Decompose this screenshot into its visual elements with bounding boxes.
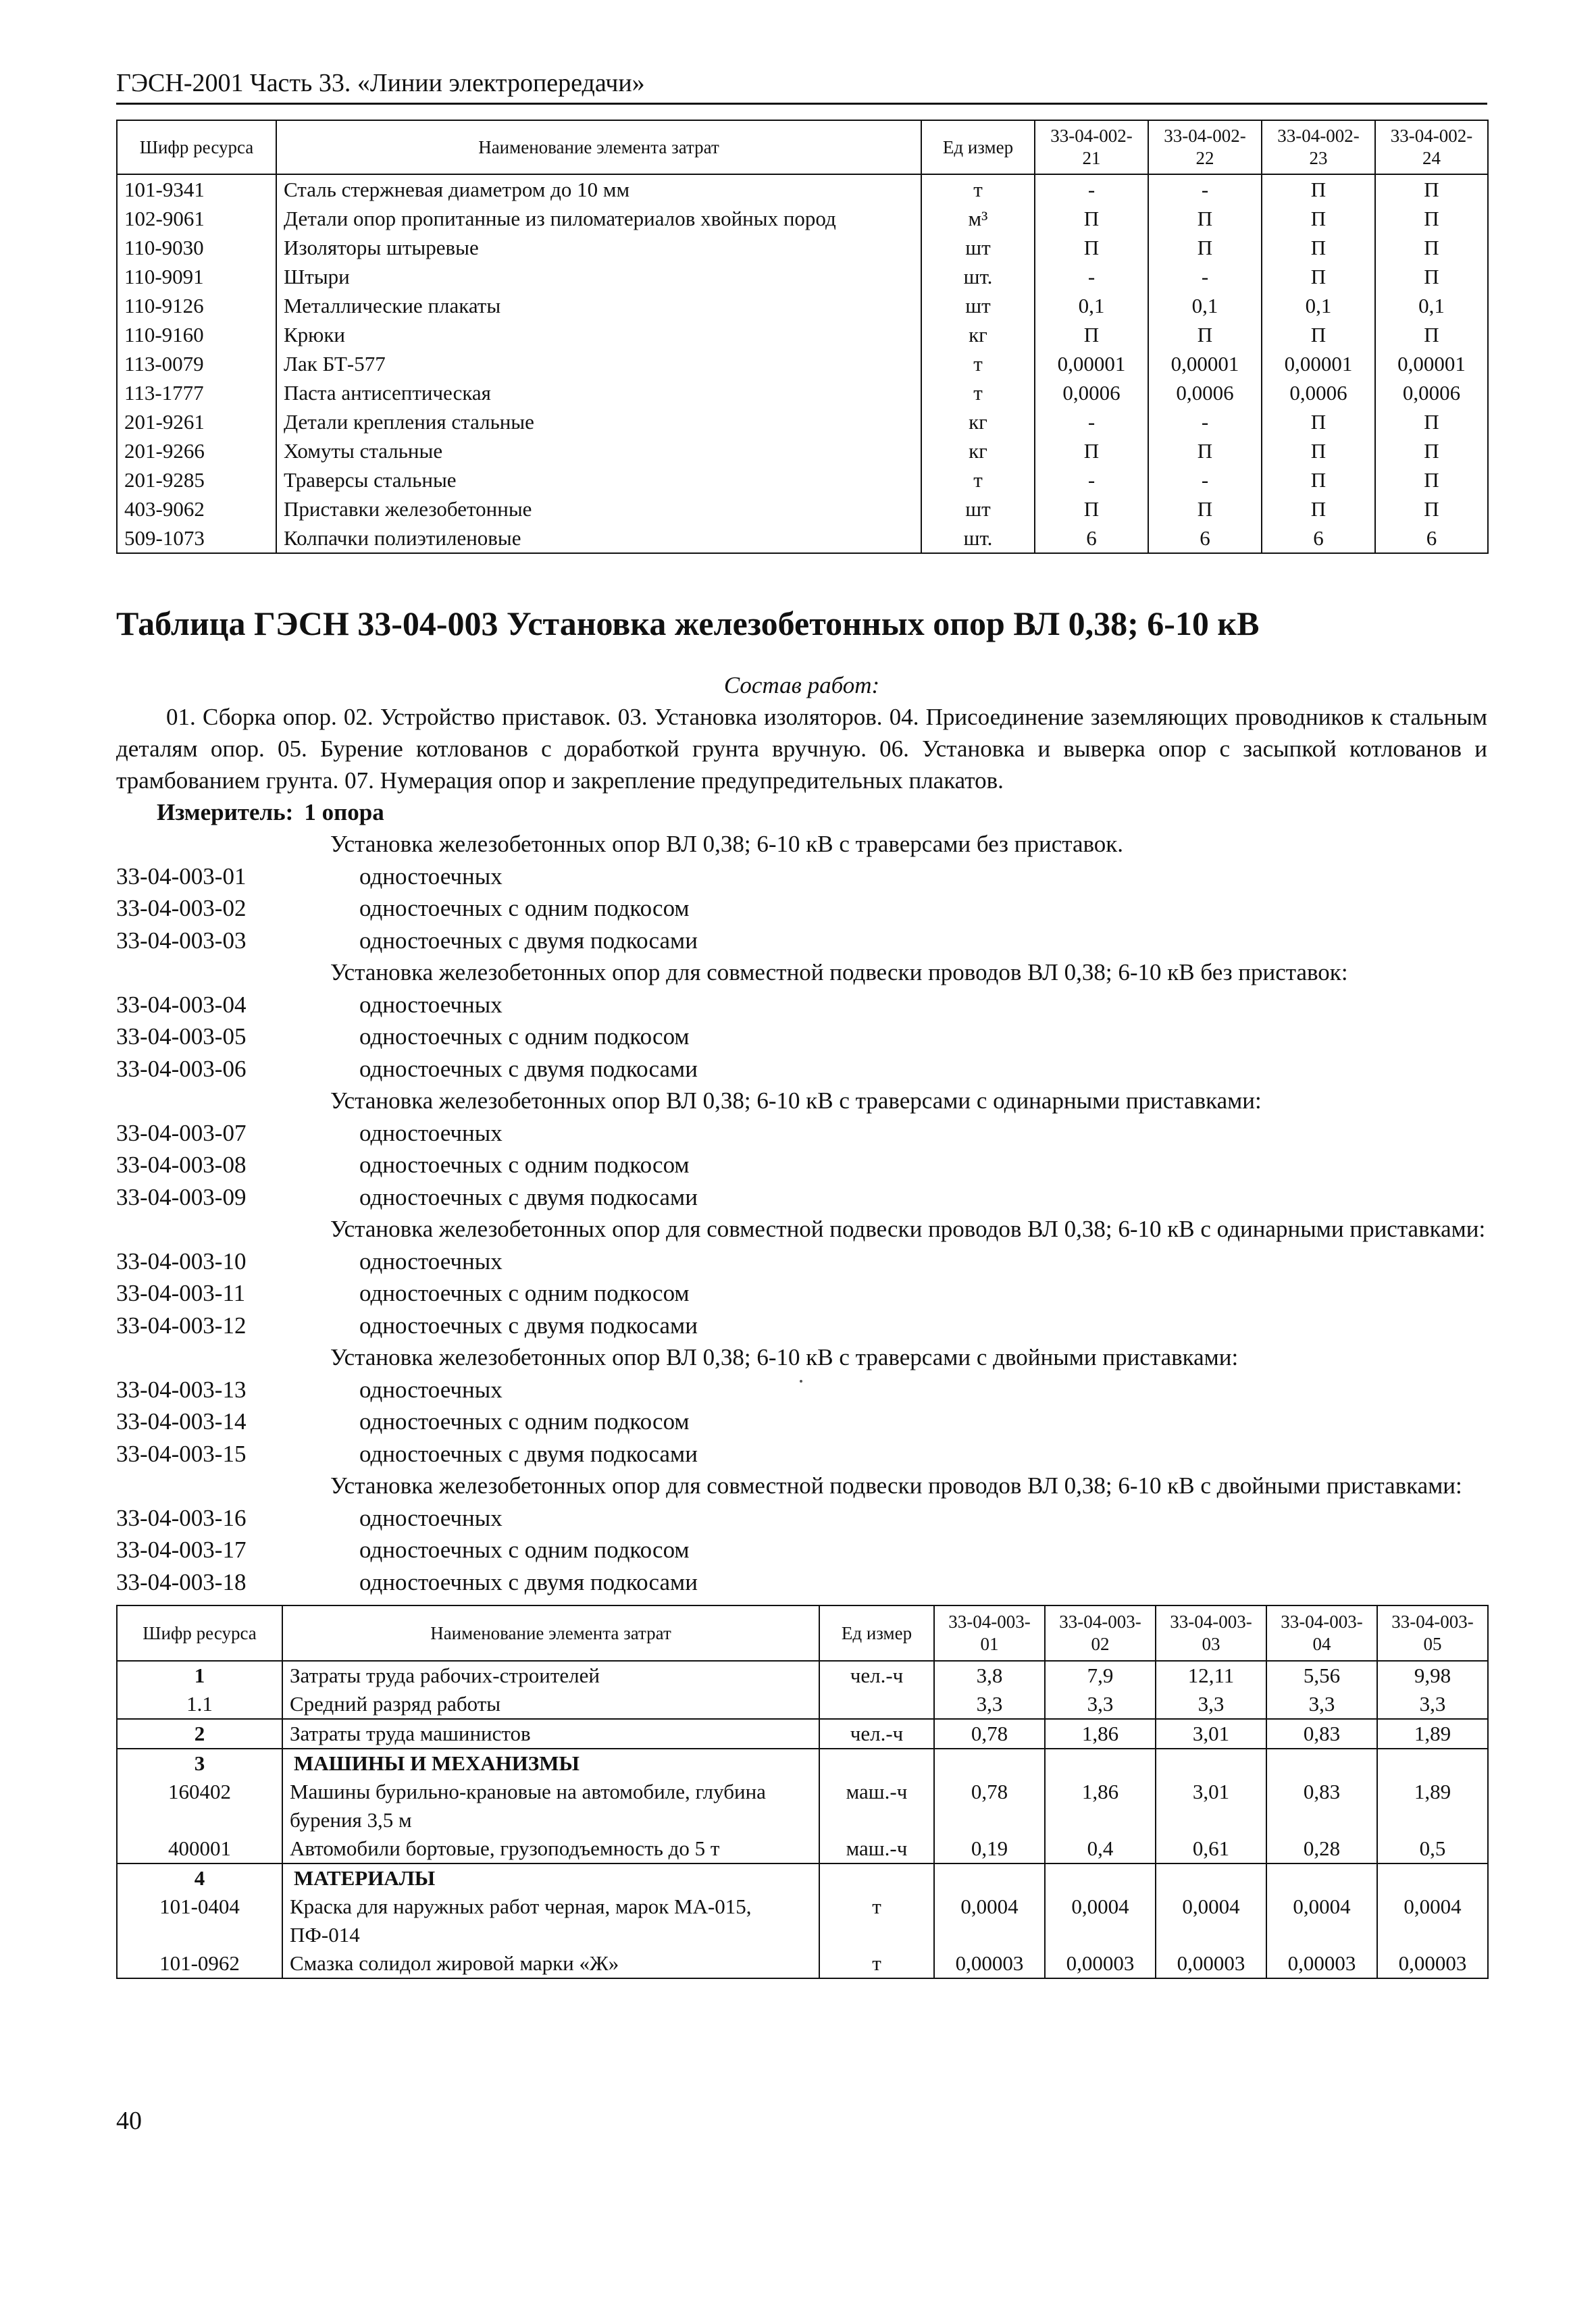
resource-value: 12,11	[1156, 1661, 1266, 1690]
resource-value: -	[1035, 174, 1148, 204]
table-header-row	[117, 1605, 1488, 1661]
resource-value: 0,19	[934, 1834, 1045, 1863]
resource-code: 113-0079	[117, 349, 276, 378]
resource-value: 1,86	[1045, 1778, 1156, 1834]
resource-code: 101-0962	[117, 1949, 282, 1978]
resource-value: 0,0004	[1377, 1893, 1488, 1949]
resource-value: -	[1148, 465, 1262, 494]
resource-value: -	[1035, 465, 1148, 494]
resource-unit: маш.-ч	[819, 1834, 934, 1863]
resource-code: 509-1073	[117, 523, 276, 553]
resource-value: 6	[1035, 523, 1148, 553]
resource-value: -	[1148, 174, 1262, 204]
table-row	[117, 291, 1488, 320]
resource-code: 201-9266	[117, 436, 276, 465]
norm-name: одностоечных с двумя подкосами	[359, 1440, 698, 1467]
resource-value: 1,86	[1045, 1719, 1156, 1749]
resource-value: П	[1148, 233, 1262, 262]
norm-code-item	[116, 1374, 1487, 1406]
work-composition-text: 01. Сборка опор. 02. Устройство приставок. 03. Установка изоляторов. 04. Присоединение заземляющих проводников к стальным деталям опор. 05. Бурение котлованов с доработкой грунта вручную. 06. Установка и выверка опор с засыпкой котлованов и трамбованием грунта. 07. Нумерация опор и закрепление предупредительных плакатов.	[116, 704, 1487, 794]
resource-value: 0,00001	[1148, 349, 1262, 378]
group-heading: Установка железобетонных опор ВЛ 0,38; 6-10 кВ с траверсами с одинарными приставками:	[330, 1087, 1262, 1114]
resource-code: 110-9030	[117, 233, 276, 262]
norm-name: одностоечных	[359, 1376, 503, 1403]
norm-name: одностоечных с двумя подкосами	[359, 1183, 698, 1210]
table-row	[117, 523, 1488, 553]
resource-value: П	[1375, 262, 1488, 291]
resource-value: 0,0006	[1262, 378, 1375, 407]
header-col: 33-04-003-03	[1156, 1605, 1266, 1661]
norm-name: одностоечных с двумя подкосами	[359, 1055, 698, 1082]
resource-unit: т	[819, 1949, 934, 1978]
resource-value: 0,0006	[1375, 378, 1488, 407]
resource-value: П	[1035, 320, 1148, 349]
resource-unit: кг	[921, 407, 1035, 436]
resource-name: Металлические плакаты	[276, 291, 921, 320]
norm-code-item	[116, 1149, 1487, 1181]
resource-value: 3,3	[1156, 1690, 1266, 1719]
header-col: 33-04-002-21	[1035, 120, 1148, 174]
norm-code: 33-04-003-17	[116, 1537, 247, 1563]
resource-name: Сталь стержневая диаметром до 10 мм	[276, 174, 921, 204]
resource-value: 0,00003	[1045, 1949, 1156, 1978]
norm-name: одностоечных с одним подкосом	[359, 1023, 690, 1050]
norm-code-item	[116, 1021, 1487, 1053]
resource-code: 101-0404	[117, 1893, 282, 1949]
norm-code-item	[116, 1310, 1487, 1342]
resource-value: 0,83	[1266, 1719, 1377, 1749]
resource-value: П	[1262, 174, 1375, 204]
resource-code: 400001	[117, 1834, 282, 1863]
resource-value: 0,1	[1035, 291, 1148, 320]
table-body	[117, 174, 1488, 553]
resource-value: 6	[1262, 523, 1375, 553]
resource-value: 0,00003	[934, 1949, 1045, 1978]
group-heading: МАШИНЫ И МЕХАНИЗМЫ	[282, 1749, 819, 1778]
norm-code-item	[116, 1053, 1487, 1085]
header-col: 33-04-002-23	[1262, 120, 1375, 174]
group-heading: Установка железобетонных опор ВЛ 0,38; 6-10 кВ с траверсами с двойными приставками:	[330, 1344, 1239, 1370]
resource-value: П	[1375, 407, 1488, 436]
resource-unit: т	[921, 174, 1035, 204]
resource-value: П	[1035, 436, 1148, 465]
resource-name: Детали опор пропитанные из пиломатериалов хвойных пород	[276, 204, 921, 233]
resource-value: 0,0006	[1148, 378, 1262, 407]
table-row	[117, 465, 1488, 494]
resource-value: -	[1035, 407, 1148, 436]
table-row	[117, 1949, 1488, 1978]
resource-name: Паста антисептическая	[276, 378, 921, 407]
resource-code: 110-9126	[117, 291, 276, 320]
resource-value: П	[1375, 233, 1488, 262]
resource-value	[1156, 1749, 1266, 1778]
resource-table-003	[116, 1605, 1489, 1979]
resource-value: 3,01	[1156, 1719, 1266, 1749]
resource-name: Краска для наружных работ черная, марок МА-015, ПФ-014	[282, 1893, 819, 1949]
norm-code: 33-04-003-04	[116, 991, 247, 1018]
resource-value: 0,00003	[1377, 1949, 1488, 1978]
resource-code: 113-1777	[117, 378, 276, 407]
resource-value: -	[1148, 407, 1262, 436]
resource-value: П	[1262, 494, 1375, 523]
resource-value: 3,01	[1156, 1778, 1266, 1834]
resource-value: 3,3	[934, 1690, 1045, 1719]
norm-code-item	[116, 892, 1487, 925]
resource-value: П	[1148, 436, 1262, 465]
table-row	[117, 1661, 1488, 1690]
norm-name: одностоечных с двумя подкосами	[359, 1568, 698, 1595]
resource-value	[1266, 1749, 1377, 1778]
resource-unit: маш.-ч	[819, 1778, 934, 1834]
work-composition-title: Состав работ:	[723, 672, 880, 698]
norm-code: 33-04-003-16	[116, 1504, 247, 1531]
norm-code: 33-04-003-12	[116, 1312, 247, 1339]
norm-name: одностоечных с двумя подкосами	[359, 927, 698, 954]
resource-value: П	[1035, 494, 1148, 523]
resource-value: 0,1	[1148, 291, 1262, 320]
resource-value: 0,78	[934, 1778, 1045, 1834]
norm-code: 33-04-003-05	[116, 1023, 247, 1050]
resource-value: -	[1035, 262, 1148, 291]
document-page	[116, 68, 1487, 1979]
resource-unit	[819, 1863, 934, 1893]
norm-code: 33-04-003-11	[116, 1280, 246, 1306]
norm-code-item	[116, 1534, 1487, 1566]
resource-value: 0,0004	[934, 1893, 1045, 1949]
header-code: Шифр ресурса	[117, 120, 276, 174]
resource-unit: т	[921, 465, 1035, 494]
resource-name: Колпачки полиэтиленовые	[276, 523, 921, 553]
resource-name: Хомуты стальные	[276, 436, 921, 465]
resource-value	[1045, 1863, 1156, 1893]
norm-code-item	[116, 1245, 1487, 1278]
norm-code-item	[116, 1438, 1487, 1470]
norm-code-item	[116, 1277, 1487, 1310]
resource-value: П	[1375, 204, 1488, 233]
norm-code-item	[116, 1181, 1487, 1214]
resource-value: П	[1375, 494, 1488, 523]
resource-code: 403-9062	[117, 494, 276, 523]
resource-unit: шт	[921, 291, 1035, 320]
resource-value: П	[1262, 262, 1375, 291]
resource-value: 0,0006	[1035, 378, 1148, 407]
resource-value: П	[1375, 174, 1488, 204]
resource-code: 101-9341	[117, 174, 276, 204]
resource-code: 1.1	[117, 1690, 282, 1719]
resource-name: Затраты труда рабочих-строителей	[282, 1661, 819, 1690]
resource-value: 0,4	[1045, 1834, 1156, 1863]
norm-code: 33-04-003-02	[116, 895, 247, 921]
table-row	[117, 204, 1488, 233]
resource-value: П	[1262, 233, 1375, 262]
resource-unit: т	[921, 378, 1035, 407]
norm-code: 33-04-003-06	[116, 1055, 247, 1082]
norm-code-item	[116, 925, 1487, 957]
header-col: 33-04-003-01	[934, 1605, 1045, 1661]
resource-value: 5,56	[1266, 1661, 1377, 1690]
measure-label: Измеритель:	[157, 799, 294, 825]
header-unit: Ед измер	[819, 1605, 934, 1661]
resource-value: 0,61	[1156, 1834, 1266, 1863]
resource-value: П	[1262, 320, 1375, 349]
norm-code: 33-04-003-03	[116, 927, 247, 954]
resource-unit	[819, 1690, 934, 1719]
norm-name: одностоечных	[359, 1504, 503, 1531]
norm-name: одностоечных с одним подкосом	[359, 1152, 690, 1178]
table-row	[117, 262, 1488, 291]
resource-value: 0,00003	[1156, 1949, 1266, 1978]
page-number: 40	[116, 2107, 142, 2135]
table-row	[117, 320, 1488, 349]
running-header: ГЭСН-2001 Часть 33. «Линии электропередачи»	[116, 68, 1487, 105]
resource-value: П	[1262, 204, 1375, 233]
resource-value: 0,00001	[1262, 349, 1375, 378]
norm-name: одностоечных с одним подкосом	[359, 1537, 690, 1563]
resource-value: П	[1262, 407, 1375, 436]
resource-value: 0,1	[1262, 291, 1375, 320]
norm-code: 33-04-003-08	[116, 1152, 247, 1178]
resource-name: Штыри	[276, 262, 921, 291]
resource-value: П	[1035, 204, 1148, 233]
resource-unit: шт.	[921, 523, 1035, 553]
group-heading: Установка железобетонных опор для совместной подвески проводов ВЛ 0,38; 6-10 кВ с двойными приставками:	[330, 1472, 1462, 1499]
norm-code: 33-04-003-18	[116, 1568, 247, 1595]
resource-name: Приставки железобетонные	[276, 494, 921, 523]
table-row	[117, 1749, 1488, 1778]
resource-unit: чел.-ч	[819, 1661, 934, 1690]
resource-value: 6	[1148, 523, 1262, 553]
resource-name: Лак БТ-577	[276, 349, 921, 378]
resource-unit: кг	[921, 436, 1035, 465]
resource-code: 1	[117, 1661, 282, 1690]
table-row	[117, 1778, 1488, 1834]
table-row	[117, 407, 1488, 436]
measure-line	[157, 796, 1487, 828]
group-heading: Установка железобетонных опор для совместной подвески проводов ВЛ 0,38; 6-10 кВ без приставок:	[330, 959, 1348, 985]
norm-code-item	[116, 1566, 1487, 1599]
resource-name: Крюки	[276, 320, 921, 349]
table-row	[117, 1690, 1488, 1719]
resource-table-002	[116, 120, 1489, 554]
resource-value: П	[1035, 233, 1148, 262]
resource-value: 3,8	[934, 1661, 1045, 1690]
resource-value	[1266, 1863, 1377, 1893]
resource-value: П	[1148, 494, 1262, 523]
resource-value: 7,9	[1045, 1661, 1156, 1690]
resource-code: 160402	[117, 1778, 282, 1834]
resource-value: П	[1375, 436, 1488, 465]
table-header-row	[117, 120, 1488, 174]
resource-value: 1,89	[1377, 1778, 1488, 1834]
norm-code-item	[116, 989, 1487, 1021]
resource-value: 0,83	[1266, 1778, 1377, 1834]
resource-value	[1156, 1863, 1266, 1893]
header-col: 33-04-003-02	[1045, 1605, 1156, 1661]
resource-unit: шт	[921, 233, 1035, 262]
norm-name: одностоечных с одним подкосом	[359, 1408, 690, 1435]
norm-name: одностоечных	[359, 1119, 503, 1146]
resource-value: П	[1148, 204, 1262, 233]
group-heading: Установка железобетонных опор для совместной подвески проводов ВЛ 0,38; 6-10 кВ с одинарными приставками:	[330, 1216, 1486, 1242]
table-row	[117, 378, 1488, 407]
resource-code: 201-9261	[117, 407, 276, 436]
resource-code: 4	[117, 1863, 282, 1893]
resource-name: Автомобили бортовые, грузоподъемность до 5 т	[282, 1834, 819, 1863]
norm-code: 33-04-003-01	[116, 863, 247, 890]
norm-code: 33-04-003-10	[116, 1248, 247, 1275]
norm-code-item	[116, 1117, 1487, 1150]
group-heading: МАТЕРИАЛЫ	[282, 1863, 819, 1893]
resource-value: П	[1375, 465, 1488, 494]
resource-value: П	[1262, 465, 1375, 494]
norm-code-list	[116, 828, 1487, 1598]
norm-name: одностоечных	[359, 863, 503, 890]
resource-value: 3,3	[1377, 1690, 1488, 1719]
norm-code: 33-04-003-15	[116, 1440, 247, 1467]
table-row	[117, 1863, 1488, 1893]
group-heading: Установка железобетонных опор ВЛ 0,38; 6-10 кВ с траверсами без приставок.	[330, 831, 1124, 857]
resource-value: 0,1	[1375, 291, 1488, 320]
table-row	[117, 1719, 1488, 1749]
norm-code: 33-04-003-13	[116, 1376, 247, 1403]
resource-value	[934, 1749, 1045, 1778]
scan-speck	[800, 1380, 802, 1383]
header-col: 33-04-002-24	[1375, 120, 1488, 174]
norm-code: 33-04-003-14	[116, 1408, 247, 1435]
resource-unit: м³	[921, 204, 1035, 233]
resource-name: Затраты труда машинистов	[282, 1719, 819, 1749]
table-row	[117, 436, 1488, 465]
resource-value: 0,28	[1266, 1834, 1377, 1863]
table-row	[117, 233, 1488, 262]
table-row	[117, 174, 1488, 204]
resource-code: 110-9160	[117, 320, 276, 349]
resource-unit: т	[921, 349, 1035, 378]
resource-value: 0,5	[1377, 1834, 1488, 1863]
resource-value: 0,78	[934, 1719, 1045, 1749]
resource-value: 0,00001	[1035, 349, 1148, 378]
norm-code: 33-04-003-09	[116, 1183, 247, 1210]
section-title: Таблица ГЭСН 33-04-003 Установка железобетонных опор ВЛ 0,38; 6-10 кВ	[116, 605, 1260, 642]
resource-unit: чел.-ч	[819, 1719, 934, 1749]
resource-code: 102-9061	[117, 204, 276, 233]
resource-name: Детали крепления стальные	[276, 407, 921, 436]
norm-code-item	[116, 1502, 1487, 1535]
resource-unit: шт.	[921, 262, 1035, 291]
header-col: 33-04-003-04	[1266, 1605, 1377, 1661]
resource-value: П	[1148, 320, 1262, 349]
resource-value: 3,3	[1045, 1690, 1156, 1719]
resource-code: 201-9285	[117, 465, 276, 494]
resource-value: 0,0004	[1266, 1893, 1377, 1949]
resource-value: -	[1148, 262, 1262, 291]
resource-unit: т	[819, 1893, 934, 1949]
norm-name: одностоечных с двумя подкосами	[359, 1312, 698, 1339]
resource-name: Траверсы стальные	[276, 465, 921, 494]
resource-value	[1377, 1863, 1488, 1893]
resource-value: 1,89	[1377, 1719, 1488, 1749]
resource-value: 0,00003	[1266, 1949, 1377, 1978]
resource-value: 9,98	[1377, 1661, 1488, 1690]
resource-code: 3	[117, 1749, 282, 1778]
resource-unit: кг	[921, 320, 1035, 349]
norm-name: одностоечных	[359, 1248, 503, 1275]
header-unit: Ед измер	[921, 120, 1035, 174]
resource-code: 2	[117, 1719, 282, 1749]
resource-value: П	[1375, 320, 1488, 349]
header-name: Наименование элемента затрат	[276, 120, 921, 174]
resource-unit: шт	[921, 494, 1035, 523]
resource-value: 0,00001	[1375, 349, 1488, 378]
norm-name: одностоечных с одним подкосом	[359, 1280, 690, 1306]
header-col: 33-04-003-05	[1377, 1605, 1488, 1661]
header-name: Наименование элемента затрат	[282, 1605, 819, 1661]
resource-value: 6	[1375, 523, 1488, 553]
resource-value	[934, 1863, 1045, 1893]
resource-code: 110-9091	[117, 262, 276, 291]
measure-value: 1 опора	[304, 799, 384, 825]
resource-name: Смазка солидол жировой марки «Ж»	[282, 1949, 819, 1978]
resource-value: П	[1262, 436, 1375, 465]
norm-code-item	[116, 1406, 1487, 1438]
table-row	[117, 494, 1488, 523]
header-code: Шифр ресурса	[117, 1605, 282, 1661]
norm-code: 33-04-003-07	[116, 1119, 247, 1146]
resource-value	[1377, 1749, 1488, 1778]
table-row	[117, 1834, 1488, 1863]
table-body	[117, 1661, 1488, 1978]
table-row	[117, 349, 1488, 378]
table-row	[117, 1893, 1488, 1949]
norm-name: одностоечных	[359, 991, 503, 1018]
resource-value	[1045, 1749, 1156, 1778]
norm-name: одностоечных с одним подкосом	[359, 895, 690, 921]
resource-value: 3,3	[1266, 1690, 1377, 1719]
header-col: 33-04-002-22	[1148, 120, 1262, 174]
resource-name: Машины бурильно-крановые на автомобиле, глубина бурения 3,5 м	[282, 1778, 819, 1834]
resource-name: Средний разряд работы	[282, 1690, 819, 1719]
norm-code-item	[116, 860, 1487, 893]
resource-name: Изоляторы штыревые	[276, 233, 921, 262]
resource-value: 0,0004	[1045, 1893, 1156, 1949]
resource-value: 0,0004	[1156, 1893, 1266, 1949]
resource-unit	[819, 1749, 934, 1778]
